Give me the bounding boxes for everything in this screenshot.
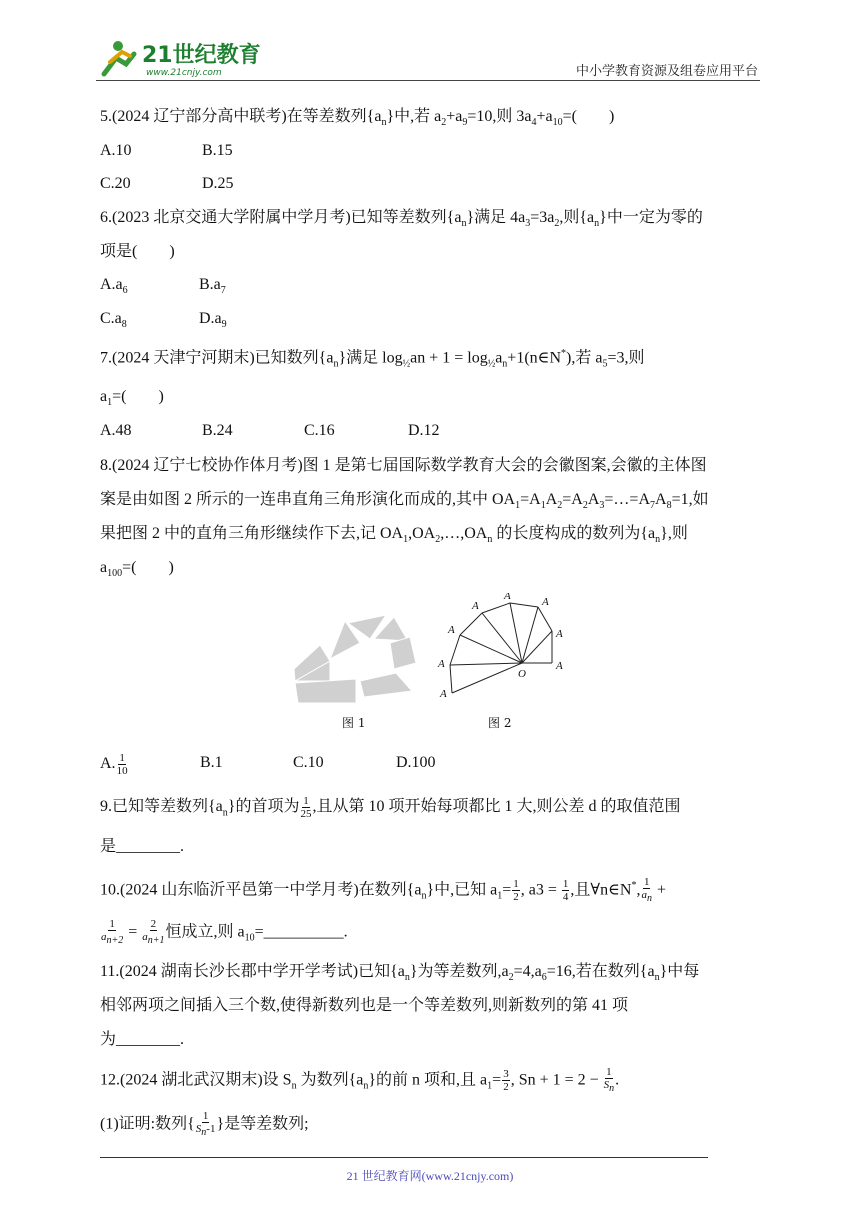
question-8-line2: 案是由如图 2 所示的一连串直角三角形演化而成的,其中 $OA_1=A_1A_2=A_2A_3=\dots=A_7A_8=1$,如 bbox=[100, 491, 709, 512]
svg-text:A: A bbox=[504, 593, 511, 602]
q5-option-d[interactable]: D.25 bbox=[202, 175, 234, 192]
question-8-figures bbox=[290, 593, 580, 733]
question-6-options-row2 bbox=[100, 308, 500, 330]
q7-option-d[interactable]: D.12 bbox=[408, 422, 440, 439]
figure-2-spiral bbox=[450, 603, 552, 693]
question-8-options bbox=[100, 752, 500, 778]
question-10: 10.(2024 山东临沂平邑第一中学月考)在数列$\{a_n\}$中,已知 $a_1=$ $\frac{1}{2}$ , a3 = $\frac{1}{4}$ ,且∀n∈N*, $\frac{1}{a_n}$ + bbox=[100, 876, 666, 905]
question-9-line2: 是________. bbox=[100, 838, 185, 855]
question-11-line3: 为________. bbox=[100, 1031, 185, 1048]
q8-option-a[interactable]: A. $\frac{1}{10}$ bbox=[100, 752, 128, 777]
figure-1-emblem bbox=[294, 615, 416, 703]
question-10-line2: $\frac{1}{a_{n+2}}$ = $\frac{2}{a_{n+1}}$ 恒成立,则 $a_{10}=\_\_\_\_\_\_\_\_\_\_$. bbox=[101, 918, 348, 947]
q6-option-a[interactable]: $A.a_6$ bbox=[100, 276, 128, 297]
q8-option-b[interactable]: B.1 bbox=[200, 754, 223, 771]
question-5-options-row2 bbox=[100, 173, 500, 195]
q7-option-c[interactable]: C.16 bbox=[304, 422, 335, 439]
svg-text:A: A bbox=[556, 660, 563, 672]
question-9: 9.已知等差数列$\{a_n\}$的首项为 $\frac{1}{25}$ ,且从第 10 项开始每项都比 1 大,则公差 d 的取值范围 bbox=[100, 795, 681, 820]
question-11-line2: 相邻两项之间插入三个数,使得新数列也是一个等差数列,则新数列的第 41 项 bbox=[100, 997, 629, 1014]
q8-option-d[interactable]: D.100 bbox=[396, 754, 436, 771]
figure-2-caption: 图 2 bbox=[488, 716, 512, 730]
figure-1-caption: 图 1 bbox=[342, 716, 366, 730]
logo-url: www.21cnjy.com bbox=[146, 68, 222, 78]
svg-text:O: O bbox=[518, 668, 526, 680]
header-platform-text: 中小学教育资源及组卷应用平台 bbox=[575, 64, 758, 79]
q7-option-b[interactable]: B.24 bbox=[202, 422, 233, 439]
svg-text:A: A bbox=[542, 596, 549, 608]
svg-text:A: A bbox=[472, 600, 479, 612]
q6-option-b[interactable]: $B.a_7$ bbox=[199, 276, 226, 297]
question-6: 6.(2023 北京交通大学附属中学月考)已知等差数列$\{a_n\}$满足 $4a_3=3a_2$,则$\{a_n\}$中一定为零的 bbox=[100, 209, 703, 230]
svg-text:A: A bbox=[448, 624, 455, 636]
q6-option-c[interactable]: $C.a_8$ bbox=[100, 310, 127, 331]
site-logo bbox=[96, 34, 266, 80]
question-12-part1: (1)证明:数列{ $\frac{1}{S_n-1}$ }是等差数列; bbox=[100, 1110, 309, 1139]
q6-option-d[interactable]: $D.a_9$ bbox=[199, 310, 227, 331]
question-7: 7.(2024 天津宁河期末)已知数列$\{a_n\}$满足 $\log_{\frac{1}{2}}an + 1$ = $\log_{\frac{1}{2}}a_n+1(n\in N^*)$,若 $a_5=3$,则 bbox=[100, 348, 645, 370]
question-5: 5.(2024 辽宁部分高中联考)在等差数列$\{a_n\}$中,若 $a_2+a_9=10$,则 $3a_4+a_{10}=$( ) bbox=[100, 108, 615, 129]
question-6-line2: 项是( ) bbox=[100, 243, 175, 260]
question-6-options-row1 bbox=[100, 274, 500, 296]
q5-option-b[interactable]: B.15 bbox=[202, 142, 233, 159]
question-8: 8.(2024 辽宁七校协作体月考)图 1 是第七届国际数学教育大会的会徽图案,会徽的主体图 bbox=[100, 457, 707, 474]
q5-option-a[interactable]: A.10 bbox=[100, 142, 132, 159]
question-8-line3: 果把图 2 中的直角三角形继续作下去,记 $OA_1,OA_2,\dots,OA_n$ 的长度构成的数列为$\{a_n\}$,则 bbox=[100, 525, 688, 546]
footer-link[interactable]: 21 世纪教育网(www.21cnjy.com) bbox=[346, 1169, 514, 1183]
svg-text:A: A bbox=[438, 658, 445, 670]
q8-option-c[interactable]: C.10 bbox=[293, 754, 324, 771]
q5-option-c[interactable]: C.20 bbox=[100, 175, 131, 192]
question-7-options bbox=[100, 420, 500, 442]
question-7-line2: $a_1=$( ) bbox=[100, 388, 164, 409]
question-5-options-row1 bbox=[100, 140, 500, 162]
logo-text: 21世纪教育 bbox=[142, 43, 261, 68]
header-divider bbox=[96, 80, 760, 81]
question-11: 11.(2024 湖南长沙长郡中学开学考试)已知$\{a_n\}$为等差数列$,a_2=4,a_6=16$,若在数列$\{a_n\}$中每 bbox=[100, 963, 700, 984]
q7-option-a[interactable]: A.48 bbox=[100, 422, 132, 439]
question-12: 12.(2024 湖北武汉期末)设 $S_n$ 为数列$\{a_n\}$的前 n 项和,且 $a_1=$ $\frac{3}{2}$ , Sn + 1 = 2 − $\frac{1}{S_n}$ . bbox=[100, 1066, 620, 1095]
svg-text:A: A bbox=[556, 628, 563, 640]
question-8-line4: $a_{100}=$( ) bbox=[100, 559, 174, 580]
svg-text:A: A bbox=[440, 688, 447, 700]
footer-divider bbox=[100, 1157, 708, 1158]
